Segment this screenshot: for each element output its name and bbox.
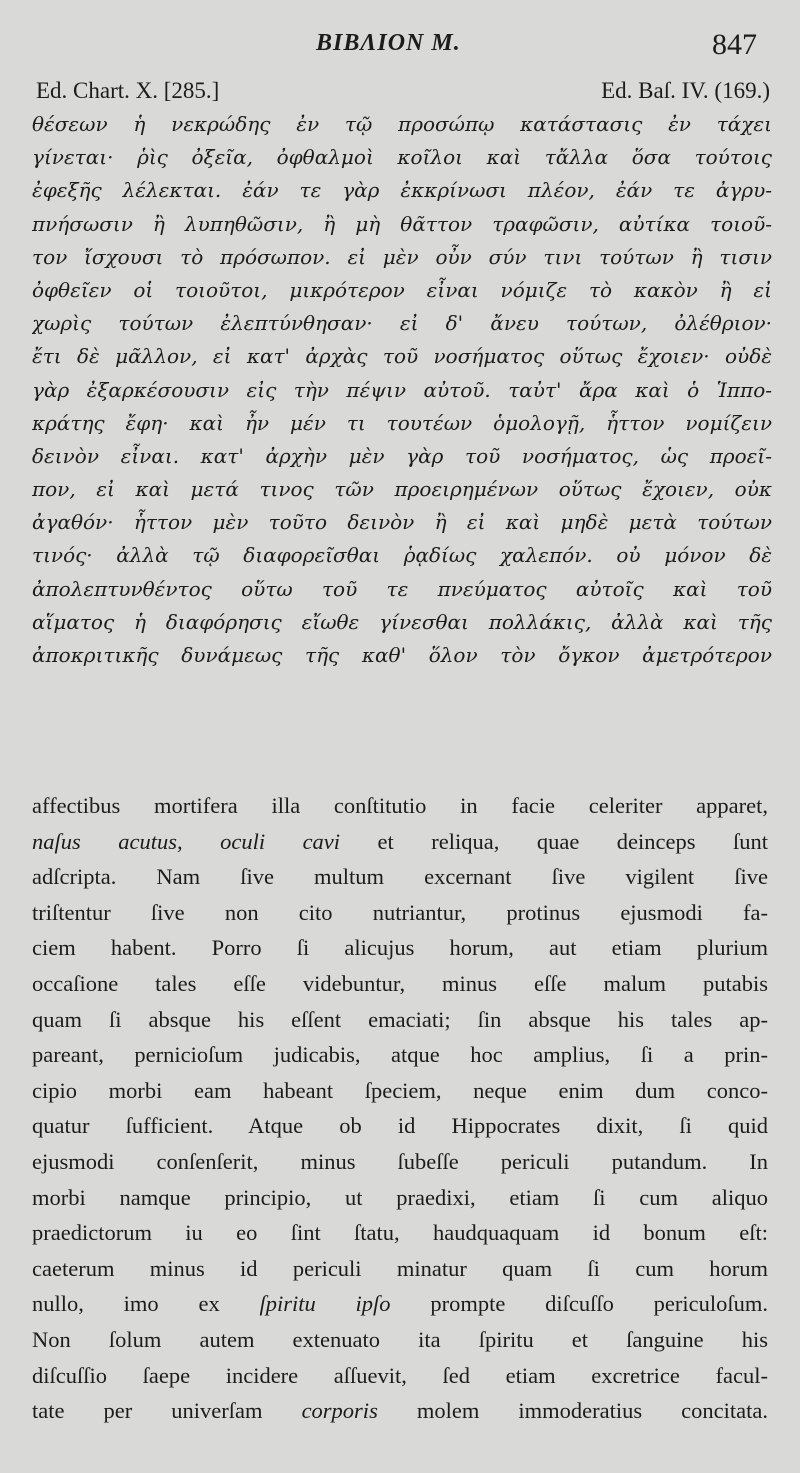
running-head — [0, 28, 800, 68]
greek-line: ἀγαθόν· ἧττον μὲν τοῦτο δεινὸν ἢ εἰ καὶ μηδὲ μετὰ τούτων — [32, 510, 772, 535]
italic-phrase: corporis — [301, 1398, 378, 1424]
greek-line: θέσεων ἡ νεκρώδης ἐν τῷ προσώπῳ κατάστασις ἐν τάχει — [32, 112, 772, 136]
book-title: BIBΛΙΟΝ Μ. — [316, 30, 461, 56]
greek-line: τινός· ἀλλὰ τῷ διαφορεῖσθαι ῥᾳδίως χαλεπόν. οὐ μόνον δὲ — [32, 543, 772, 568]
page-number: 847 — [712, 28, 757, 61]
latin-translation-block — [32, 788, 768, 1429]
edition-chart-reference: Ed. Chart. X. [285.] — [36, 78, 220, 103]
greek-line: ἀποκριτικῆς δυνάμεως τῆς καθ' ὅλον τὸν ὄγκον ἀμετρότερον — [32, 643, 772, 667]
greek-line: ἀπολεπτυνθέντος οὕτω τοῦ τε πνεύματος αὐτοῖς καὶ τοῦ — [32, 576, 772, 601]
latin-segment: et reliqua, quae deinceps ſunt — [340, 828, 768, 854]
latin-line — [32, 824, 768, 860]
greek-line: γὰρ ἐξαρκέσουσιν εἰς τὴν πέψιν αὐτοῦ. ταὐτ' ἄρα καὶ ὁ Ἱππο- — [32, 377, 772, 402]
latin-line — [32, 1393, 768, 1429]
latin-line: affectibus mortifera illa conſtitutio in facie celeriter apparet, — [32, 793, 768, 818]
latin-segment: molem immoderatius concitata. — [377, 1398, 768, 1424]
latin-line: ejusmodi conſenſerit, minus ſubeſſe periculi putandum. In — [32, 1148, 768, 1174]
latin-line: morbi namque principio, ut praedixi, etiam ſi cum aliquo — [32, 1184, 768, 1210]
greek-line: ἐφεξῆς λέλεκται. ἐάν τε γὰρ ἐκκρίνωσι πλέον, ἐάν τε ἀγρυ- — [32, 178, 772, 203]
greek-line: γίνεται· ῥὶς ὀξεῖα, ὀφθαλμοὶ κοῖλοι καὶ τἄλλα ὅσα τούτοις — [32, 145, 772, 170]
latin-line: Non ſolum autem extenuato ita ſpiritu et ſanguine his — [32, 1326, 768, 1352]
latin-segment: tate per univerſam — [32, 1398, 302, 1424]
latin-line: praedictorum iu eo ſint ſtatu, haudquaquam id bonum eſt: — [32, 1220, 768, 1246]
edition-basel-reference: Ed. Baſ. IV. (169.) — [601, 78, 770, 103]
latin-line: diſcuſſio ſaepe incidere aſſuevit, ſed etiam excretrice facul- — [32, 1362, 768, 1388]
latin-line: quam ſi absque his eſſent emaciati; ſin absque his tales ap- — [32, 1006, 768, 1032]
latin-line: adſcripta. Nam ſive multum excernant ſive vigilent ſive — [32, 864, 768, 890]
latin-segment: prompte diſcuſſo periculoſum. — [390, 1291, 768, 1317]
greek-line: αἵματος ἡ διαφόρησις εἴωθε γίνεσθαι πολλάκις, ἀλλὰ καὶ τῆς — [32, 609, 772, 634]
greek-line: ὀφθεῖεν οἱ τοιοῦτοι, μικρότερον εἶναι νόμιζε τὸ κακὸν ἢ εἰ — [32, 277, 772, 302]
greek-line: πον, εἰ καὶ μετά τινος τῶν προειρημένων οὕτως ἔχοιεν, οὐκ — [32, 477, 772, 502]
greek-text-block — [32, 108, 772, 672]
italic-phrase: naſus acutus, oculi cavi — [32, 828, 341, 854]
latin-line: ciem habent. Porro ſi alicujus horum, aut etiam plurium — [32, 935, 768, 961]
latin-line: caeterum minus id periculi minatur quam ſi cum horum — [32, 1255, 768, 1281]
edition-references — [30, 78, 770, 112]
latin-line: triſtentur ſive non cito nutriantur, protinus ejusmodi fa- — [32, 899, 768, 925]
greek-line: χωρὶς τούτων ἐλεπτύνθησαν· εἰ δ' ἄνευ τούτων, ὀλέθριον· — [32, 311, 772, 336]
latin-segment: nullo, imo ex — [32, 1291, 260, 1317]
greek-line: τον ἴσχουσι τὸ πρόσωπον. εἰ μὲν οὖν σύν τινι τούτων ἢ τισιν — [32, 244, 772, 269]
latin-line — [32, 1286, 768, 1322]
greek-line: κράτης ἔφη· καὶ ἦν μέν τι τουτέων ὁμολογῇ, ἧττον νομίζειν — [32, 410, 772, 435]
italic-phrase: ſpiritu ipſo — [259, 1291, 391, 1317]
latin-line: occaſione tales eſſe videbuntur, minus eſſe malum putabis — [32, 970, 768, 996]
greek-line: δεινὸν εἶναι. κατ' ἀρχὴν μὲν γὰρ τοῦ νοσήματος, ὡς προεῖ- — [32, 443, 772, 468]
latin-line: pareant, pernicioſum judicabis, atque hoc amplius, ſi a prin- — [32, 1042, 768, 1068]
greek-line: ἔτι δὲ μᾶλλον, εἰ κατ' ἀρχὰς τοῦ νοσήματος οὕτως ἔχοιεν· οὐδὲ — [32, 344, 772, 369]
latin-line: cipio morbi eam habeant ſpeciem, neque enim dum conco- — [32, 1077, 768, 1103]
greek-line: πνήσωσιν ἢ λυπηθῶσιν, ἢ μὴ θᾶττον τραφῶσιν, αὐτίκα τοιοῦ- — [32, 211, 772, 236]
latin-line: quatur ſufficient. Atque ob id Hippocrates dixit, ſi quid — [32, 1113, 768, 1139]
